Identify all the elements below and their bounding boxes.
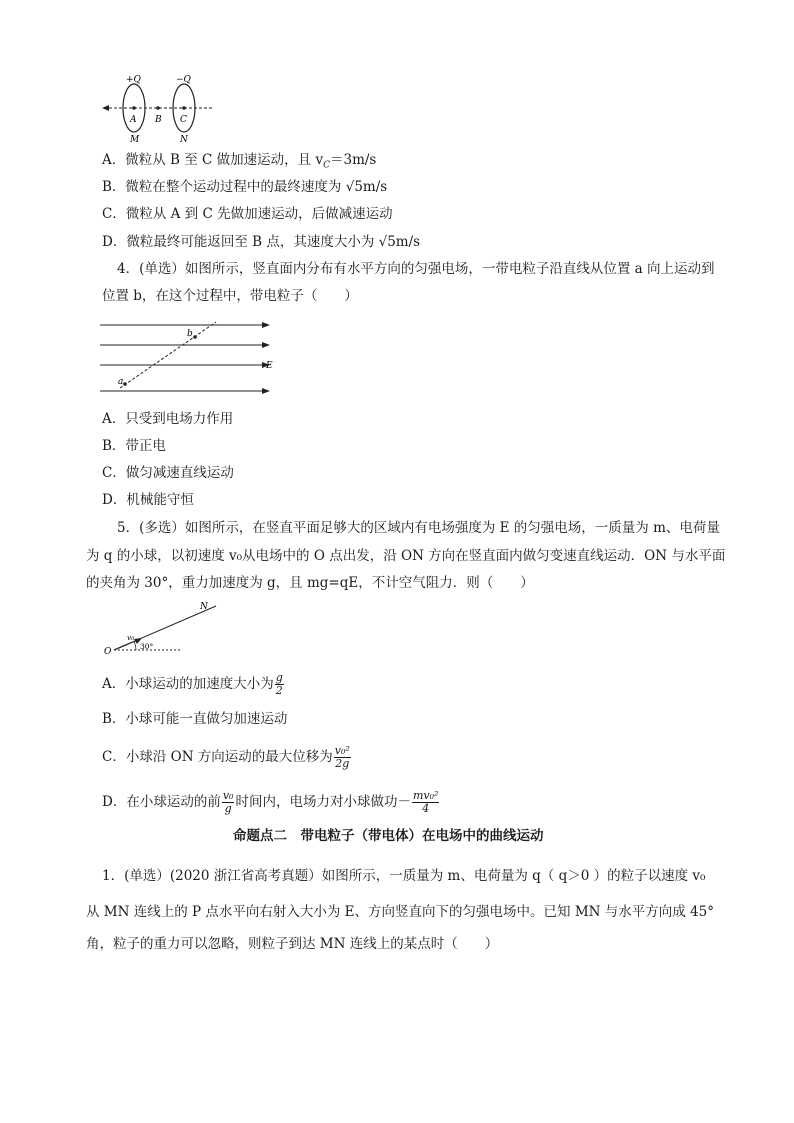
- fig2-label-e: E: [266, 361, 273, 371]
- q6-stem-line3: 角，粒子的重力可以忽略，则粒子到达 MN 连线上的某点时（ ）: [86, 936, 499, 952]
- fig3-label-o: O: [104, 647, 112, 657]
- fig2-label-a: a: [118, 377, 124, 387]
- q4-option-a: A．只受到电场力作用: [102, 411, 234, 427]
- fig1-label-n: N: [180, 135, 188, 145]
- fig3-label-n: N: [200, 602, 208, 612]
- ring-charge-figure: [100, 70, 220, 146]
- q5-option-a: A．小球运动的加速度大小为 $\frac{g}{2}$: [102, 671, 283, 697]
- fig1-point-c: C: [180, 115, 187, 125]
- fig1-point-a: A: [130, 115, 137, 125]
- q6-stem-line1: 1．(单选）(2020 浙江省高考真题）如图所示，一质量为 m、电荷量为 q（ q＞0 ）的粒子以速度 v₀: [102, 868, 706, 884]
- fig1-top-right: −Q: [176, 75, 191, 85]
- q4-option-d: D．机械能守恒: [102, 492, 194, 508]
- field-lines-figure: [98, 318, 278, 398]
- q6-stem-line2: 从 MN 连线上的 P 点水平向右射入大小为 E、方向竖直向下的匀强电场中。已知 MN 与水平方向成 45°: [86, 904, 714, 920]
- q5-stem-line2: 为 q 的小球，以初速度 v₀从电场中的 O 点出发，沿 ON 方向在竖直面内做匀变速直线运动．ON 与水平面: [86, 548, 726, 564]
- fig3-label-angle: 30°: [140, 642, 154, 651]
- q5-stem-line3: 的夹角为 30°，重力加速度为 g，且 mg=qE，不计空气阻力．则（ ）: [86, 575, 534, 591]
- section-heading: 命题点二 带电粒子（带电体）在电场中的曲线运动: [233, 828, 544, 844]
- q3-option-c: C．微粒从 A 到 C 先做加速运动，后做减速运动: [102, 206, 393, 222]
- q4-option-b: B．带正电: [102, 438, 166, 454]
- q5-option-b: B．小球可能一直做匀加速运动: [102, 711, 288, 727]
- q4-option-c: C．做匀减速直线运动: [102, 465, 234, 481]
- q5-stem-line1: 5．(多选）如图所示，在竖直平面足够大的区域内有电场强度为 E 的匀强电场，一质量为 m、电荷量: [117, 520, 720, 536]
- fig3-label-v0: v₀: [127, 633, 135, 642]
- q5-option-c: C．小球沿 ON 方向运动的最大位移为 $\frac{\text{v₀²}}{2g}$: [102, 744, 350, 770]
- q4-stem-line2: 位置 b，在这个过程中，带电粒子（ ）: [102, 288, 358, 304]
- q5-option-d: D．在小球运动的前 $\frac{\text{v₀}}{g}$ 时间内，电场力对小球做功－ $\frac{\text{mv₀²}}{4}$: [102, 789, 439, 815]
- fig1-top-left: +Q: [126, 75, 141, 85]
- q3-option-d: D．微粒最终可能返回至 B 点，其速度大小为 √5m/s: [102, 234, 421, 250]
- q3-option-b: B．微粒在整个运动过程中的最终速度为 √5m/s: [102, 179, 388, 195]
- q4-stem-line1: 4．(单选）如图所示，竖直面内分布有水平方向的匀强电场，一带电粒子沿直线从位置 a 向上运动到: [117, 261, 715, 277]
- fig1-point-b: B: [155, 115, 162, 125]
- fig2-label-b: b: [187, 329, 193, 339]
- ray-on-figure: [100, 602, 240, 660]
- fig1-label-m: M: [130, 135, 140, 145]
- q3-option-a: A．微粒从 B 至 C 做加速运动，且 $v_C=3m/s$: [102, 152, 377, 171]
